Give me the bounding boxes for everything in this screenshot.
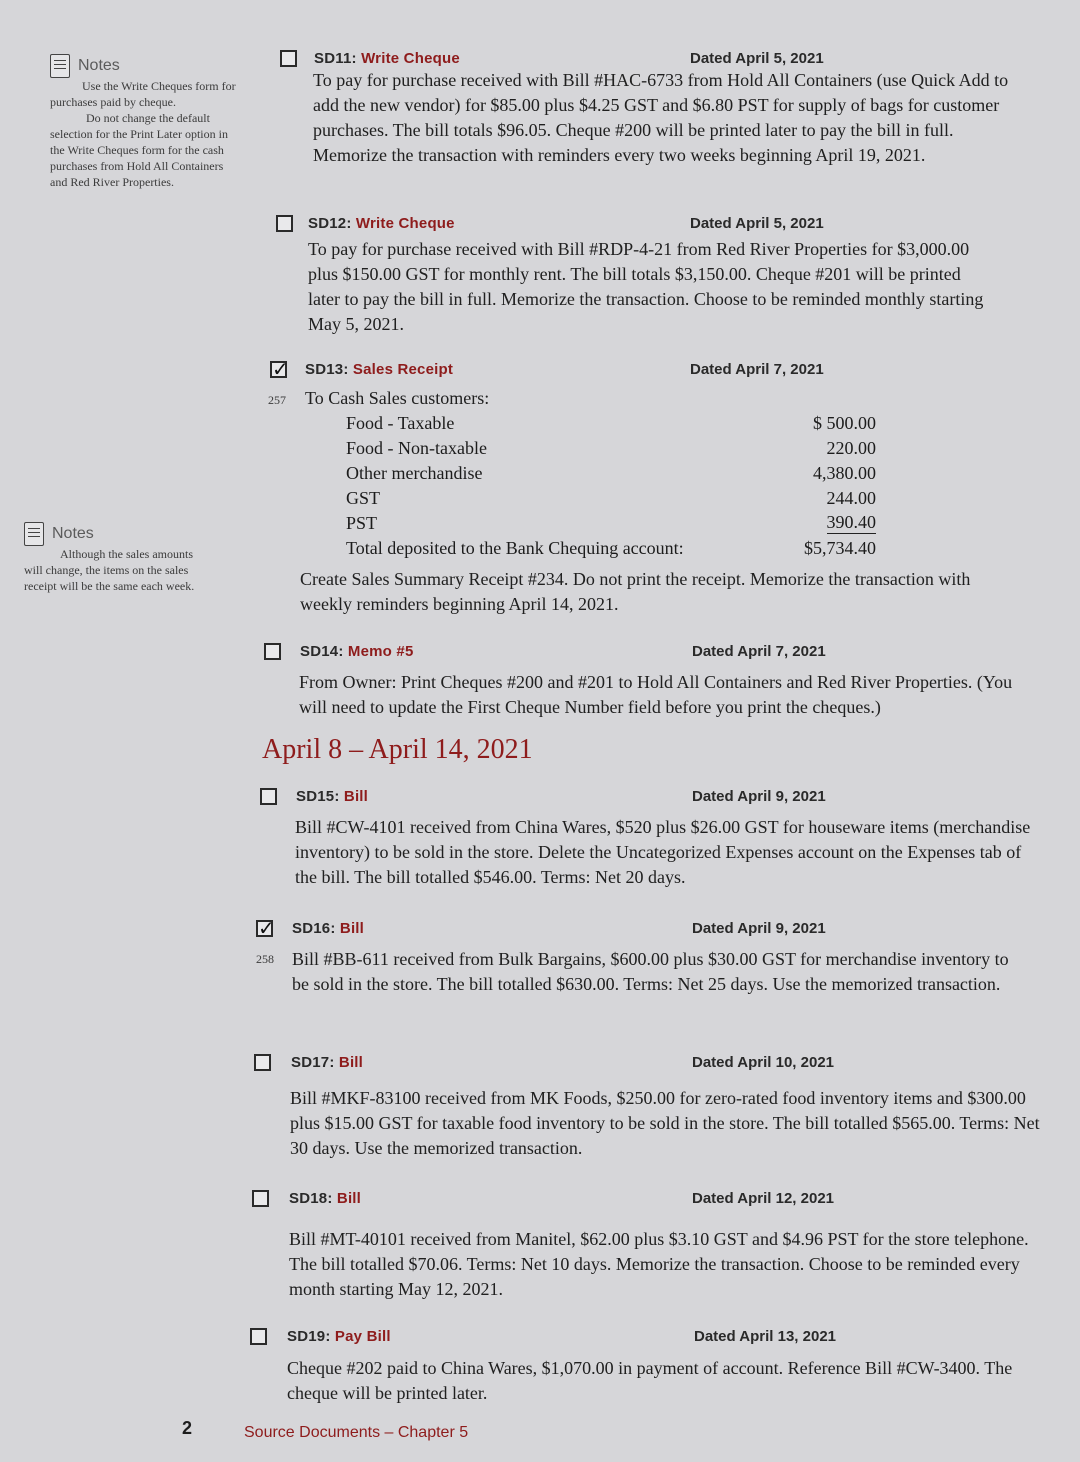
- task-checkbox-checked[interactable]: [270, 361, 287, 378]
- notes-icon: [24, 522, 44, 546]
- notes-text: Use the Write Cheques form for purchases paid by cheque.: [50, 79, 236, 109]
- doc-id: SD11: Write Cheque: [314, 50, 460, 67]
- doc-id: SD18: Bill: [289, 1190, 362, 1207]
- task-checkbox[interactable]: [252, 1190, 269, 1207]
- source-document-sd18: [0, 1188, 1080, 1299]
- task-checkbox[interactable]: [280, 50, 297, 67]
- source-document-sd12: [0, 213, 1080, 334]
- doc-id: SD17: Bill: [291, 1054, 364, 1071]
- task-checkbox[interactable]: [276, 215, 293, 232]
- task-checkbox[interactable]: [264, 643, 281, 660]
- task-checkbox[interactable]: [254, 1054, 271, 1071]
- doc-id: SD15: Bill: [296, 788, 369, 805]
- notes-sidebar-1: [50, 54, 240, 190]
- doc-text: To pay for purchase received with Bill #RDP-4-21 from Red River Properties for $3,000.00 plus $150.00 GST for monthly rent. The bill totals $3,150.00. Cheque #201 will be printed later to pay the bill in full. Memorize the transaction. Choose to be reminded monthly starting May 5, 2021.: [308, 239, 984, 334]
- doc-id: SD16: Bill: [292, 920, 365, 937]
- doc-id: SD12: Write Cheque: [308, 215, 455, 232]
- doc-date: Dated April 5, 2021: [690, 50, 824, 67]
- doc-id: SD13: Sales Receipt: [305, 361, 454, 378]
- notes-title: Notes: [52, 525, 94, 542]
- receipt-line: Food - Taxable $ 500.00: [346, 413, 876, 433]
- section-heading: April 8 – April 14, 2021: [262, 734, 533, 765]
- doc-text: Cheque #202 paid to China Wares, $1,070.00 in payment of account. Reference Bill #CW-3400. The cheque will be printed later.: [287, 1358, 1013, 1403]
- source-document-sd17: [0, 1052, 1080, 1158]
- doc-date: Dated April 13, 2021: [694, 1328, 837, 1345]
- source-document-sd16: [0, 918, 1080, 994]
- doc-text: To pay for purchase received with Bill #HAC-6733 from Hold All Containers (use Quick Add to add the new vendor) for $85.00 plus $4.25 GST and $6.80 PST for supply of bags for customer purchases. The bill totals $96.05. Cheque #200 will be printed later to pay the bill in full. Memorize the transaction with reminders every two weeks beginning April 19, 2021.: [313, 70, 1009, 165]
- source-document-sd15: [0, 786, 1080, 887]
- doc-text: Bill #MT-40101 received from Manitel, $62.00 plus $3.10 GST and $4.96 PST for the store telephone. The bill totalled $70.06. Terms: Net 10 days. Memorize the transaction. Choose to be reminded every month starting May 12, 2021.: [289, 1229, 1029, 1299]
- page-reference: 257: [268, 393, 286, 407]
- notes-text: Although the sales amounts will change, the items on the sales receipt will be the same each week.: [24, 547, 195, 593]
- doc-date: Dated April 7, 2021: [692, 643, 826, 660]
- doc-text: From Owner: Print Cheques #200 and #201 to Hold All Containers and Red River Properties. (You will need to update the First Cheque Number field before you print the cheques.): [299, 672, 1013, 717]
- notes-title: Notes: [78, 57, 120, 74]
- doc-text: Create Sales Summary Receipt #234. Do not print the receipt. Memorize the transaction with weekly reminders beginning April 14, 2021.: [300, 569, 971, 614]
- doc-text: To Cash Sales customers:: [305, 388, 490, 408]
- task-checkbox[interactable]: [260, 788, 277, 805]
- receipt-line: PST 390.40: [346, 512, 876, 533]
- page-number: 2: [182, 1418, 193, 1438]
- doc-date: Dated April 9, 2021: [692, 920, 826, 937]
- source-document-sd19: [0, 1326, 1080, 1403]
- receipt-line: Other merchandise 4,380.00: [346, 463, 876, 483]
- doc-date: Dated April 12, 2021: [692, 1190, 835, 1207]
- page-reference: 258: [256, 952, 274, 966]
- notes-sidebar-2: [24, 522, 210, 594]
- page-footer: Source Documents – Chapter 5: [244, 1424, 469, 1441]
- receipt-line: GST 244.00: [346, 488, 876, 508]
- task-checkbox[interactable]: [250, 1328, 267, 1345]
- doc-text: Bill #CW-4101 received from China Wares, $520 plus $26.00 GST for houseware items (merchandise inventory) to be sold in the store. Delete the Uncategorized Expenses account on the Expenses tab of the bill. The bill totalled $546.00. Terms: Net 20 days.: [295, 817, 1031, 887]
- receipt-line: Food - Non-taxable 220.00: [346, 438, 876, 458]
- doc-date: Dated April 7, 2021: [690, 361, 824, 378]
- receipt-lines: [346, 411, 876, 561]
- doc-id: SD19: Pay Bill: [287, 1328, 391, 1345]
- doc-date: Dated April 5, 2021: [690, 215, 824, 232]
- doc-text: Bill #MKF-83100 received from MK Foods, $250.00 for zero-rated food inventory items and $300.00 plus $15.00 GST for taxable food inventory to be sold in the store. The bill totalled $565.00. Terms: Net 30 days. Use the memorized transaction.: [290, 1088, 1040, 1158]
- doc-date: Dated April 9, 2021: [692, 788, 826, 805]
- receipt-total-line: Total deposited to the Bank Chequing account: $5,734.40: [346, 538, 876, 558]
- task-checkbox-checked[interactable]: [256, 920, 273, 937]
- doc-date: Dated April 10, 2021: [692, 1054, 835, 1071]
- source-document-sd14: [0, 641, 1080, 717]
- doc-text: Bill #BB-611 received from Bulk Bargains, $600.00 plus $30.00 GST for merchandise inventory to be sold in the store. The bill totalled $630.00. Terms: Net 25 days. Use the memorized transaction.: [292, 949, 1009, 994]
- doc-id: SD14: Memo #5: [300, 643, 414, 660]
- source-document-sd13: [0, 359, 1080, 408]
- notes-text: Do not change the default selection for the Print Later option in the Write Cheques form for the cash purchases from Hold All Containers and Red River Properties.: [50, 111, 228, 189]
